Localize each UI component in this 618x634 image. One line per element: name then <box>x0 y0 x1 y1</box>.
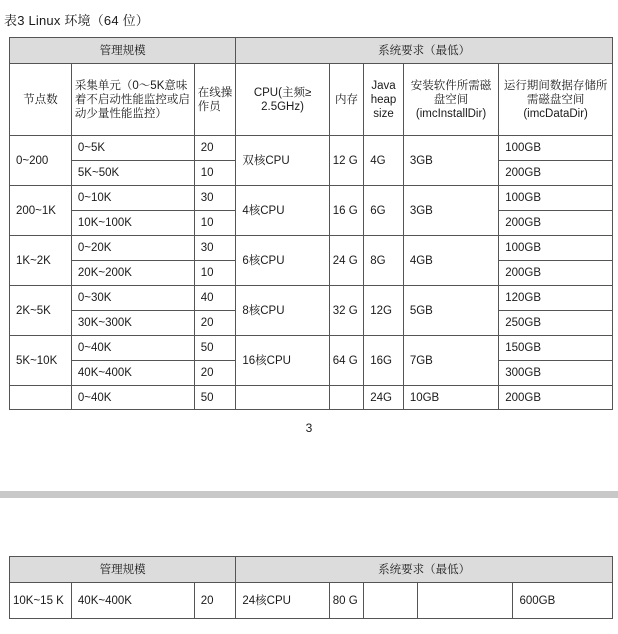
cell-operators: 40 <box>194 286 236 311</box>
cell-install: 7GB <box>403 336 498 386</box>
cell-data: 150GB <box>499 336 613 361</box>
cell-nodes: 10K~15 K <box>10 583 72 619</box>
table-row <box>10 286 613 311</box>
cell-cpu: 双核CPU <box>236 136 329 186</box>
group-header-management: 管理规模 <box>10 557 236 583</box>
col-header-cpu: CPU(主频≥ 2.5GHz) <box>236 64 329 136</box>
page-number: 3 <box>305 421 313 435</box>
cell-units: 40K~400K <box>71 361 194 386</box>
cell-memory: 16 G <box>329 186 364 236</box>
cell-cpu: 6核CPU <box>236 236 329 286</box>
cell-nodes: 200~1K <box>10 186 72 236</box>
cell-heap: 6G <box>364 186 404 236</box>
cell-operators: 10 <box>194 161 236 186</box>
cell-units: 30K~300K <box>71 311 194 336</box>
cell-units: 20K~200K <box>71 261 194 286</box>
cell-cpu <box>236 386 329 410</box>
table-row <box>10 186 613 211</box>
cell-units: 0~40K <box>71 336 194 361</box>
col-header-data: 运行期间数据存储所需磁盘空间(imcDataDir) <box>499 64 613 136</box>
cell-memory: 32 G <box>329 286 364 336</box>
cell-units: 10K~100K <box>71 211 194 236</box>
cell-heap: 16G <box>364 336 404 386</box>
cell-data: 100GB <box>499 236 613 261</box>
cell-data: 200GB <box>499 161 613 186</box>
cell-heap: 12G <box>364 286 404 336</box>
col-header-units: 采集单元（0～5K意味着不启动性能监控或启动少量性能监控） <box>71 64 194 136</box>
cell-install: 5GB <box>403 286 498 336</box>
cell-nodes <box>10 386 72 410</box>
cell-heap: 4G <box>364 136 404 186</box>
cell-units: 40K~400K <box>71 583 194 619</box>
table-row <box>10 386 613 410</box>
cell-cpu: 24核CPU <box>236 583 329 619</box>
cell-nodes: 5K~10K <box>10 336 72 386</box>
cell-units: 0~40K <box>71 386 194 410</box>
cell-units: 0~5K <box>71 136 194 161</box>
cell-data: 200GB <box>499 261 613 286</box>
col-header-nodes: 节点数 <box>10 64 72 136</box>
cell-data: 300GB <box>499 361 613 386</box>
table-row <box>10 236 613 261</box>
cell-data: 200GB <box>499 386 613 410</box>
cell-units: 5K~50K <box>71 161 194 186</box>
cell-data: 200GB <box>499 211 613 236</box>
column-header-row <box>10 64 613 136</box>
cell-memory: 24 G <box>329 236 364 286</box>
cell-install <box>418 583 513 619</box>
cell-operators: 50 <box>194 386 236 410</box>
table-row <box>10 583 613 619</box>
linux-requirements-table <box>9 37 613 410</box>
cell-install: 4GB <box>403 236 498 286</box>
cell-memory <box>329 386 364 410</box>
cell-cpu: 8核CPU <box>236 286 329 336</box>
cell-data: 100GB <box>499 136 613 161</box>
group-header-requirements: 系统要求（最低） <box>236 557 613 583</box>
cell-heap: 24G <box>364 386 404 410</box>
cell-data: 250GB <box>499 311 613 336</box>
col-header-install: 安装软件所需磁盘空间(imcInstallDir) <box>403 64 498 136</box>
cell-install: 3GB <box>403 186 498 236</box>
group-header-row <box>10 38 613 64</box>
cell-memory: 80 G <box>329 583 364 619</box>
cell-install: 3GB <box>403 136 498 186</box>
group-header-requirements: 系统要求（最低） <box>236 38 613 64</box>
cell-operators: 30 <box>194 186 236 211</box>
cell-nodes: 2K~5K <box>10 286 72 336</box>
cell-data: 120GB <box>499 286 613 311</box>
cell-install: 10GB <box>403 386 498 410</box>
cell-units: 0~30K <box>71 286 194 311</box>
table-row <box>10 336 613 361</box>
cell-memory: 12 G <box>329 136 364 186</box>
table-row <box>10 136 613 161</box>
cell-data: 100GB <box>499 186 613 211</box>
cell-operators: 20 <box>194 361 236 386</box>
cell-heap: 8G <box>364 236 404 286</box>
group-header-row <box>10 557 613 583</box>
page-divider <box>0 491 618 498</box>
col-header-memory: 内存 <box>329 64 364 136</box>
cell-operators: 10 <box>194 261 236 286</box>
cell-operators: 50 <box>194 336 236 361</box>
cell-units: 0~20K <box>71 236 194 261</box>
cell-memory: 64 G <box>329 336 364 386</box>
group-header-management: 管理规模 <box>10 38 236 64</box>
cell-operators: 20 <box>194 136 236 161</box>
cell-heap <box>364 583 418 619</box>
col-header-operators: 在线操作员 <box>194 64 236 136</box>
cell-cpu: 4核CPU <box>236 186 329 236</box>
cell-operators: 20 <box>194 583 236 619</box>
cell-cpu: 16核CPU <box>236 336 329 386</box>
cell-data: 600GB <box>513 583 613 619</box>
cell-units: 0~10K <box>71 186 194 211</box>
cell-operators: 10 <box>194 211 236 236</box>
cell-nodes: 1K~2K <box>10 236 72 286</box>
table-caption: 表3 Linux 环境（64 位） <box>4 13 150 28</box>
linux-requirements-table-continued <box>9 556 613 619</box>
cell-operators: 20 <box>194 311 236 336</box>
cell-operators: 30 <box>194 236 236 261</box>
cell-nodes: 0~200 <box>10 136 72 186</box>
col-header-heap: Java heap size <box>364 64 404 136</box>
